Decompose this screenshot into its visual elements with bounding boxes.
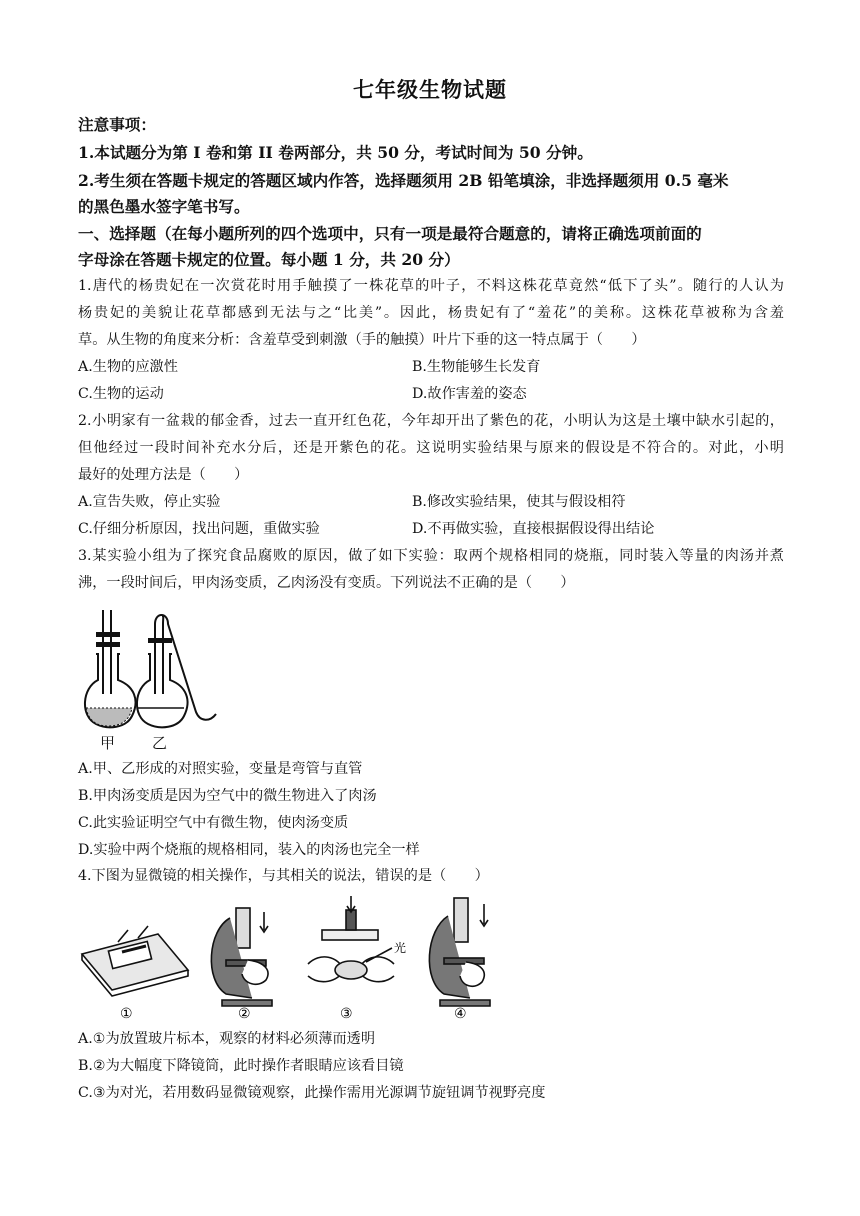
- step-label-3: ③: [340, 1006, 353, 1022]
- q1-stem-line-3: 草。从生物的角度来分析：含羞草受到刺激（手的触摸）叶片下垂的这一特点属于（ ）: [78, 332, 646, 348]
- q1-option-a: A.生物的应激性: [78, 359, 178, 375]
- q1-option-b: B.生物能够生长发育: [412, 359, 541, 375]
- flask-experiment-figure: [78, 602, 230, 752]
- q4-option-a: A.①为放置玻片标本，观察的材料必须薄而透明: [78, 1031, 376, 1047]
- light-label: 光: [394, 941, 407, 955]
- notice-item-1: 1.本试题分为第 I 卷和第 II 卷两部分，共 50 分，考试时间为 50 分钟。: [78, 143, 593, 162]
- q2-stem-line-2: 但他经过一段时间补充水分后，还是开紫色的花。这说明实验结果与原来的假设是不符合的。对此，小明: [78, 440, 784, 456]
- step-label-2: ②: [238, 1006, 251, 1022]
- q2-option-b: B.修改实验结果，使其与假设相符: [412, 494, 626, 510]
- q2-option-c: C.仔细分析原因，找出问题，重做实验: [78, 521, 320, 537]
- step-label-1: ①: [120, 1006, 133, 1022]
- section1-heading-line-1: 一、选择题（在每小题所列的四个选项中，只有一项是最符合题意的，请将正确选项前面的: [78, 224, 702, 243]
- q3-stem-line-2: 沸，一段时间后，甲肉汤变质，乙肉汤没有变质。下列说法不正确的是（ ）: [78, 575, 575, 591]
- q4-stem: 4.下图为显微镜的相关操作，与其相关的说法，错误的是（ ）: [78, 868, 489, 884]
- q3-option-b: B.甲肉汤变质是因为空气中的微生物进入了肉汤: [78, 788, 377, 804]
- q1-stem-line-1: 1.唐代的杨贵妃在一次赏花时用手触摸了一株花草的叶子，不料这株花草竟然“低下了头”。随行的人认为: [78, 278, 784, 294]
- step-label-4: ④: [454, 1006, 467, 1022]
- q3-stem-line-1: 3.某实验小组为了探究食品腐败的原因，做了如下实验：取两个规格相同的烧瓶，同时装入等量的肉汤并煮: [78, 548, 784, 564]
- q1-option-c: C.生物的运动: [78, 386, 164, 402]
- microscope-operations-figure: [76, 890, 496, 1024]
- q4-option-b: B.②为大幅度下降镜筒，此时操作者眼睛应该看目镜: [78, 1058, 404, 1074]
- notice-item-2-line-1: 2.考生须在答题卡规定的答题区域内作答，选择题须用 2B 铅笔填涂，非选择题须用 0.5 毫米: [78, 171, 729, 190]
- flask-label-yi: 乙: [152, 734, 168, 752]
- page-title: 七年级生物试题: [353, 77, 507, 102]
- q2-option-a: A.宣告失败，停止实验: [78, 494, 221, 510]
- q1-stem-line-2: 杨贵妃的美貌让花草都感到无法与之“比美”。因此，杨贵妃有了“羞花”的美称。这株花草被称为含羞: [78, 305, 784, 321]
- notice-heading: 注意事项：: [78, 115, 156, 134]
- q1-option-d: D.故作害羞的姿态: [412, 386, 527, 402]
- section1-heading-line-2: 字母涂在答题卡规定的位置。每小题 1 分，共 20 分）: [78, 250, 460, 269]
- q3-option-a: A.甲、乙形成的对照实验，变量是弯管与直管: [78, 761, 363, 777]
- q2-stem-line-1: 2.小明家有一盆栽的郁金香，过去一直开红色花，今年却开出了紫色的花，小明认为这是土壤中缺水引起的，: [78, 413, 784, 429]
- q3-option-d: D.实验中两个烧瓶的规格相同，装入的肉汤也完全一样: [78, 842, 420, 858]
- notice-item-2-line-2: 的黑色墨水签字笔书写。: [78, 197, 250, 216]
- q2-option-d: D.不再做实验，直接根据假设得出结论: [412, 521, 655, 537]
- q2-stem-line-3: 最好的处理方法是（ ）: [78, 467, 249, 483]
- q4-option-c: C.③为对光，若用数码显微镜观察，此操作需用光源调节旋钮调节视野亮度: [78, 1085, 546, 1101]
- q3-option-c: C.此实验证明空气中有微生物，使肉汤变质: [78, 815, 349, 831]
- flask-label-jia: 甲: [100, 734, 116, 752]
